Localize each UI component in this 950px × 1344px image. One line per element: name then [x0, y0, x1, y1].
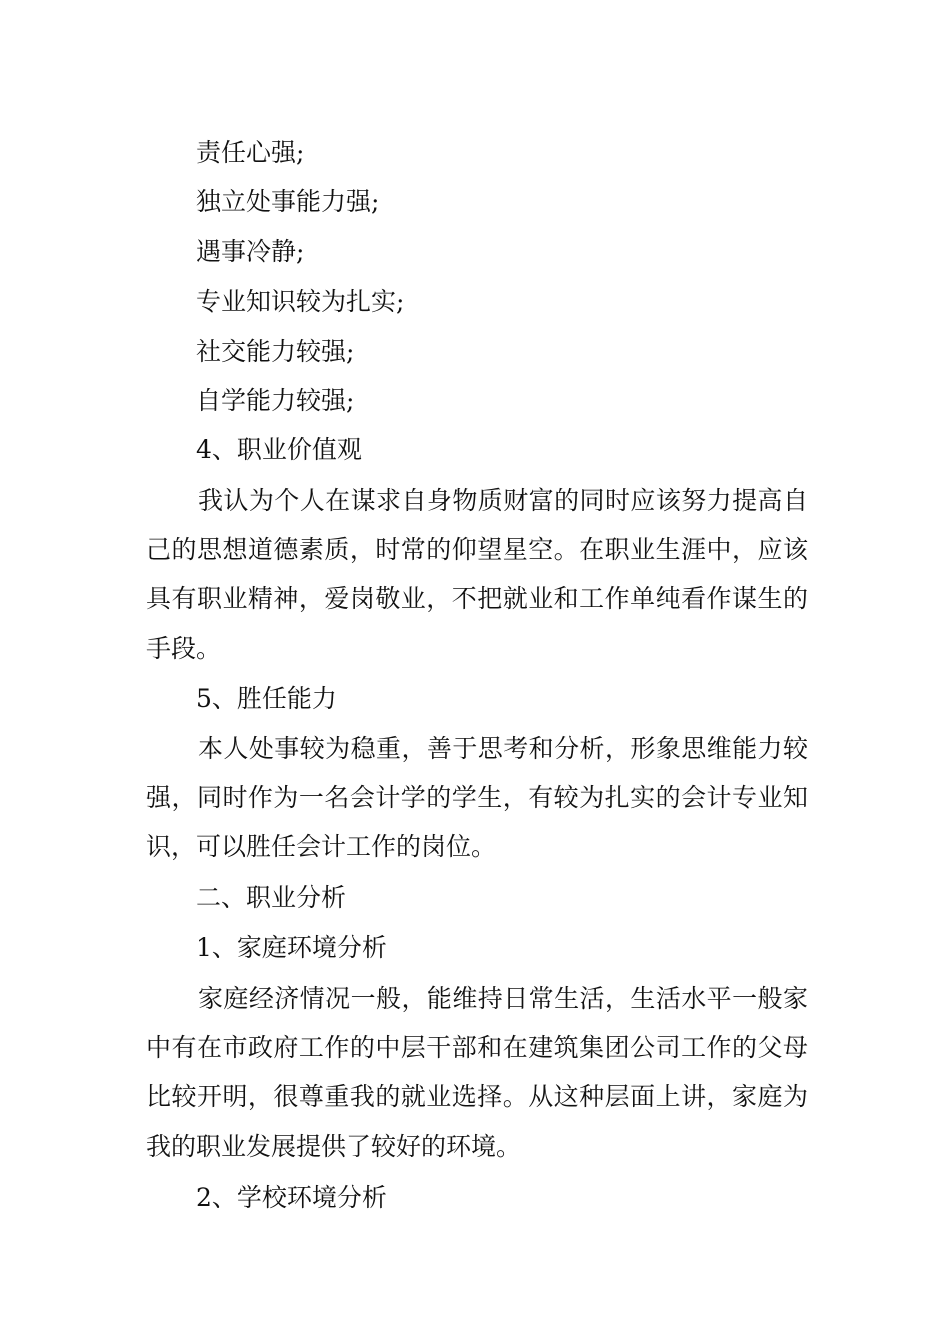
trait-item: 社交能力较强;: [196, 337, 355, 366]
trait-item: 遇事冷静;: [196, 237, 305, 266]
section-paragraph: 本人处事较为稳重，善于思考和分析，形象思维能力较强，同时作为一名会计学的学生，有较为扎实的会计专业知识，可以胜任会计工作的岗位。: [146, 734, 808, 862]
part-heading: 二、职业分析: [196, 883, 347, 912]
subsection-heading: 1、家庭环境分析: [196, 933, 387, 962]
subsection-paragraph: 家庭经济情况一般，能维持日常生活，生活水平一般家中有在市政府工作的中层干部和在建筑集团公司工作的父母比较开明，很尊重我的就业选择。从这种层面上讲，家庭为我的职业发展提供了较好的环境。: [146, 984, 808, 1161]
trait-item: 独立处事能力强;: [196, 187, 380, 216]
subsection-heading: 2、学校环境分析: [196, 1183, 387, 1212]
section-paragraph: 我认为个人在谋求自身物质财富的同时应该努力提高自己的思想道德素质，时常的仰望星空。在职业生涯中，应该具有职业精神，爱岗敬业，不把就业和工作单纯看作谋生的手段。: [146, 486, 808, 663]
trait-item: 专业知识较为扎实;: [196, 287, 405, 316]
section-heading: 4、职业价值观: [196, 435, 362, 464]
trait-item: 自学能力较强;: [196, 386, 355, 415]
section-heading: 5、胜任能力: [196, 684, 337, 713]
trait-item: 责任心强;: [196, 138, 305, 167]
